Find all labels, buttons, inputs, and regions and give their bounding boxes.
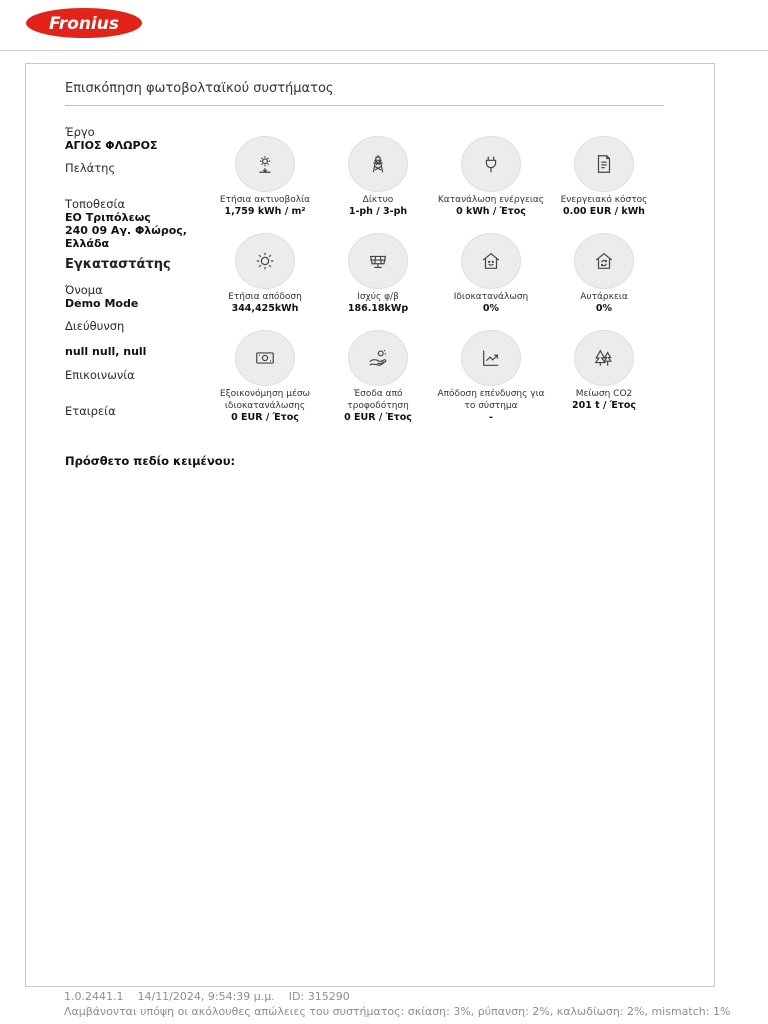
tile-value: 344,425kWh [231, 303, 299, 314]
footer-losses-note: Λαμβάνονται υπόψη οι ακόλουθες απώλειες του συστήματος: σκίαση: 3%, ρύπανση: 2%, καλωδίωση: 2%, mismatch: 1% [64, 1005, 731, 1018]
tile-label: Ιδιοκατανάλωση [453, 292, 529, 302]
tile-value: 201 t / Έτος [571, 400, 637, 411]
tile-label: Ετήσια ακτινοβολία [219, 195, 311, 205]
contact-label: Επικοινωνία [65, 368, 135, 382]
project-value: ΑΓΙΟΣ ΦΛΩΡΟΣ [65, 139, 158, 152]
logo-text: Fronius [49, 14, 119, 34]
installer-heading: Εγκαταστάτης [65, 257, 171, 272]
report-card [25, 63, 715, 987]
tile-icon-circle [235, 233, 295, 289]
solar-panel-icon [367, 250, 389, 272]
tile-icon-circle [461, 136, 521, 192]
tile-feed-in-revenue [322, 330, 434, 424]
report-title: Επισκόπηση φωτοβολταϊκού συστήματος [65, 81, 334, 96]
address-value-block [65, 345, 225, 358]
footer-id: ID: 315290 [288, 990, 350, 1003]
tile-value: 0% [482, 303, 500, 314]
tile-label: Μείωση CO2 [575, 389, 633, 399]
tile-label: Εξοικονόμηση μέσω ιδιοκατανάλωσης [219, 389, 311, 411]
tile-self-consumption [435, 233, 547, 315]
address-label: Διεύθυνση [65, 319, 125, 333]
contact-block [65, 369, 225, 382]
trend-chart-icon [480, 347, 502, 369]
sun-irradiation-icon [254, 153, 276, 175]
tile-label: Απόδοση επένδυσης για το σύστημα [437, 389, 545, 411]
footer-version: 1.0.2441.1 [64, 990, 124, 1003]
sun-icon [254, 250, 276, 272]
tile-label: Δίκτυο [362, 195, 394, 205]
tile-grid [322, 136, 434, 218]
extra-text-field-label: Πρόσθετο πεδίο κειμένου: [65, 454, 236, 468]
company-block [65, 405, 225, 418]
address-block [65, 320, 225, 333]
report-footer [64, 989, 730, 1019]
name-value: Demo Mode [65, 297, 139, 310]
tile-co2-reduction [548, 330, 660, 412]
company-label: Εταιρεία [65, 404, 116, 418]
tile-annual-irradiation [209, 136, 321, 218]
trees-icon [593, 347, 615, 369]
footer-meta-line [64, 989, 730, 1004]
location-line1: ΕΟ Τριπόλεως [65, 211, 151, 224]
tile-value: 0.00 EUR / kWh [563, 206, 645, 217]
tile-icon-circle [348, 233, 408, 289]
tile-value: 0 EUR / Έτος [231, 412, 299, 423]
tile-return-on-investment [435, 330, 547, 424]
tile-savings-self-consumption [209, 330, 321, 424]
tile-icon-circle [574, 330, 634, 386]
plug-icon [480, 153, 502, 175]
location-label: Τοποθεσία [65, 197, 126, 211]
tile-icon-circle [574, 136, 634, 192]
tile-icon-circle [461, 330, 521, 386]
project-block [65, 126, 225, 152]
name-block [65, 284, 225, 310]
hand-payment-icon [367, 347, 389, 369]
tile-label: Έσοδα από τροφοδότηση [347, 389, 409, 411]
tile-pv-power [322, 233, 434, 315]
name-label: Όνομα [65, 283, 103, 297]
customer-label: Πελάτης [65, 161, 116, 175]
location-block [65, 198, 225, 250]
tile-icon-circle [235, 330, 295, 386]
tile-annual-yield [209, 233, 321, 315]
tile-icon-circle [348, 136, 408, 192]
tile-value: 0 EUR / Έτος [344, 412, 412, 423]
tile-icon-circle [235, 136, 295, 192]
invoice-icon [593, 153, 615, 175]
project-label: Έργο [65, 125, 95, 139]
home-cycle-icon [593, 250, 615, 272]
grid-tower-icon [367, 153, 389, 175]
tile-value: 0 kWh / Έτος [456, 206, 526, 217]
tile-value: 1-ph / 3-ph [348, 206, 408, 217]
tile-icon-circle [461, 233, 521, 289]
tile-energy-consumption [435, 136, 547, 218]
tile-label: Αυτάρκεια [580, 292, 628, 302]
tile-icon-circle [348, 330, 408, 386]
tile-label: Ισχύς φ/β [357, 292, 399, 302]
address-value: null null, null [65, 345, 147, 358]
app-header [0, 0, 768, 51]
location-line3: Ελλάδα [65, 237, 110, 250]
money-icon [254, 347, 276, 369]
title-divider [65, 105, 664, 106]
tile-energy-cost [548, 136, 660, 218]
customer-block [65, 162, 225, 175]
footer-datetime: 14/11/2024, 9:54:39 μ.μ. [137, 990, 275, 1003]
tile-label: Ενεργειακό κόστος [560, 195, 648, 205]
location-line2: 240 09 Αγ. Φλώρος, [65, 224, 187, 237]
tile-value: 0% [595, 303, 613, 314]
tile-autarky [548, 233, 660, 315]
tile-value: 1,759 kWh / m² [224, 206, 306, 217]
home-smile-icon [480, 250, 502, 272]
fronius-logo [25, 7, 143, 39]
tile-icon-circle [574, 233, 634, 289]
tile-value: - [489, 412, 493, 423]
installer-heading-block [65, 257, 225, 272]
tile-value: 186.18kWp [347, 303, 409, 314]
tile-label: Ετήσια απόδοση [228, 292, 302, 302]
tile-label: Κατανάλωση ενέργειας [437, 195, 545, 205]
